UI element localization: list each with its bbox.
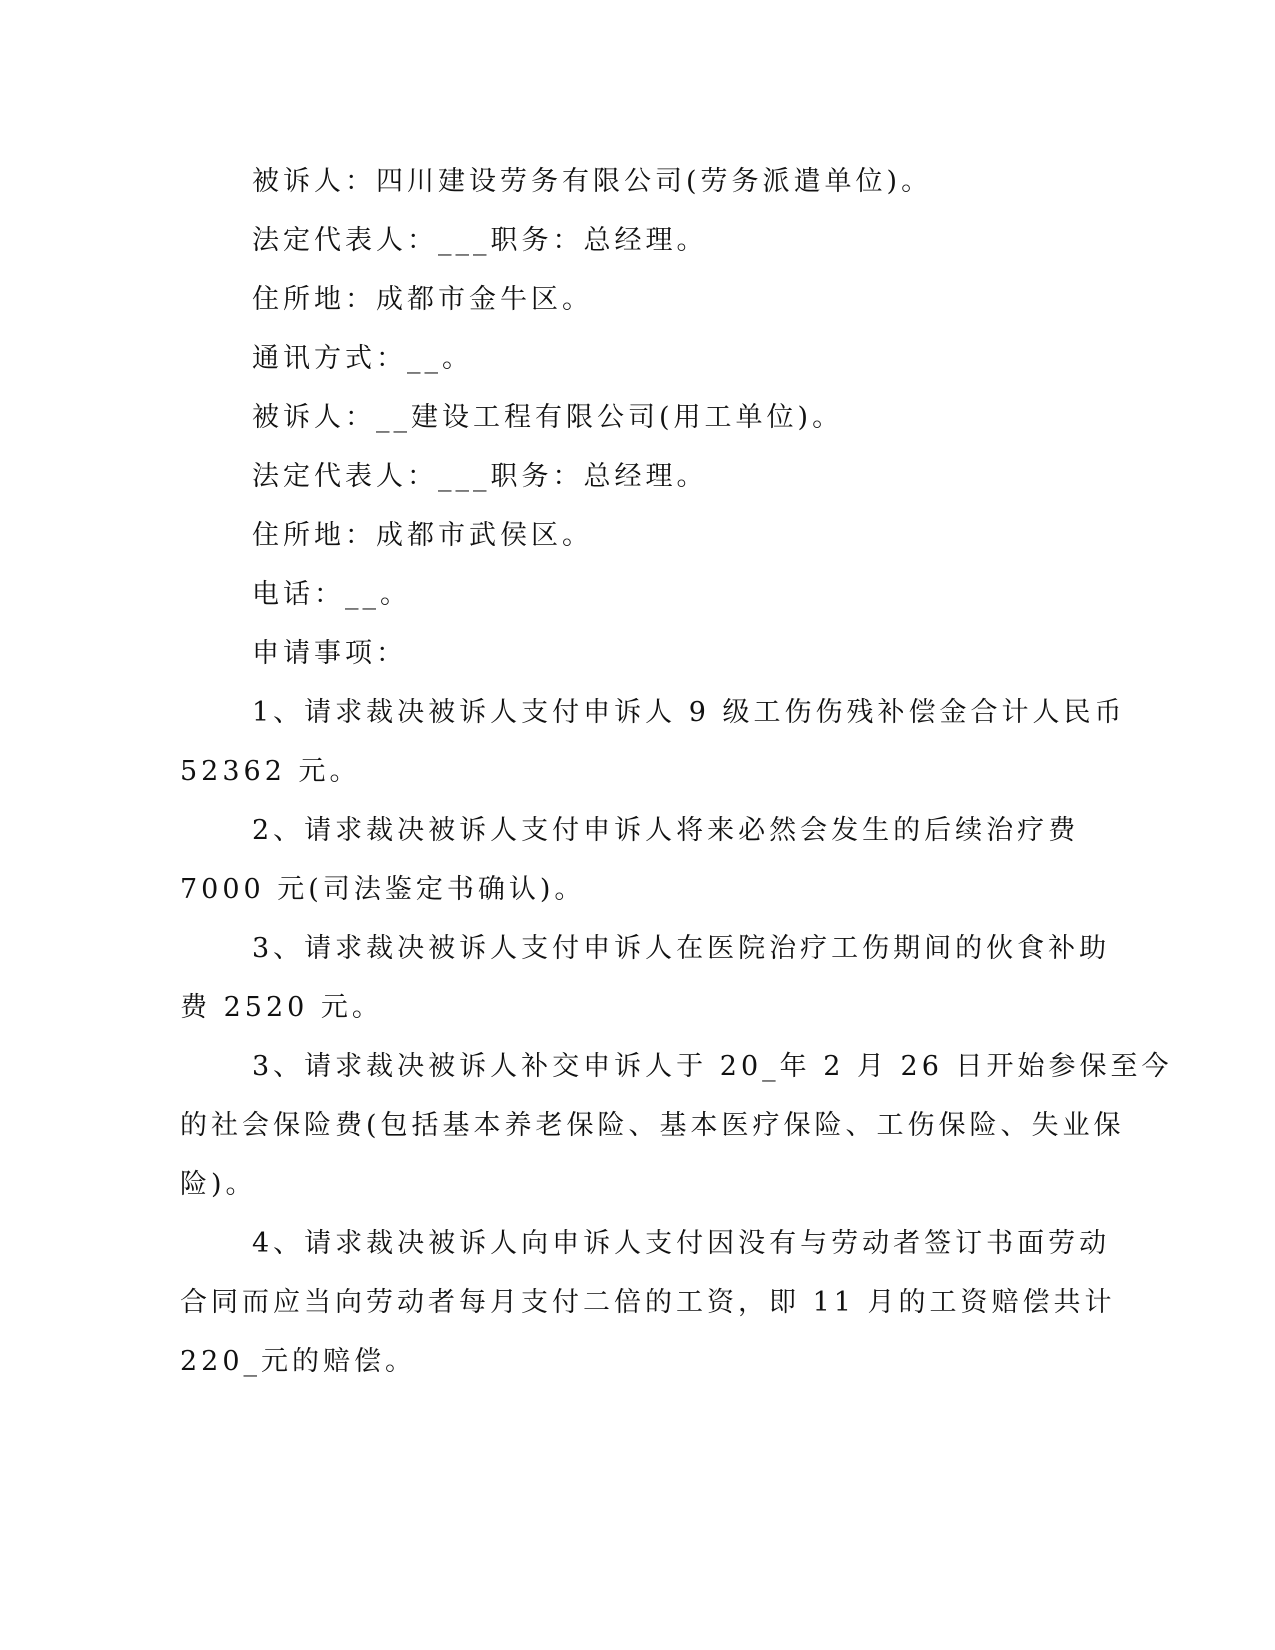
respondent-2-phone-line: 电话：__。	[252, 579, 411, 610]
respondent-1-address-line: 住所地：成都市金牛区。	[252, 284, 593, 315]
claim-3b-line-1: 3、请求裁决被诉人补交申诉人于 20_年 2 月 26 日开始参保至今	[252, 1051, 1173, 1082]
respondent-2-legal-rep-line: 法定代表人：___职务：总经理。	[252, 461, 708, 492]
respondent-1-contact-line: 通讯方式：__。	[252, 343, 473, 374]
respondent-1-line: 被诉人：四川建设劳务有限公司(劳务派遣单位)。	[252, 166, 933, 197]
claim-3b-line-3: 险)。	[180, 1169, 257, 1200]
claim-3a-line-1: 3、请求裁决被诉人支付申诉人在医院治疗工伤期间的伙食补助	[252, 933, 1111, 964]
claim-4-line-3: 220_元的赔偿。	[180, 1346, 417, 1377]
claim-4-line-1: 4、请求裁决被诉人向申诉人支付因没有与劳动者签订书面劳动	[252, 1228, 1111, 1259]
claim-2-line-1: 2、请求裁决被诉人支付申诉人将来必然会发生的后续治疗费	[252, 815, 1080, 846]
claim-1-line-1: 1、请求裁决被诉人支付申诉人 9 级工伤伤残补偿金合计人民币	[252, 697, 1126, 728]
claim-4-line-2: 合同而应当向劳动者每月支付二倍的工资，即 11 月的工资赔偿共计	[180, 1287, 1116, 1318]
claim-3b-line-2: 的社会保险费(包括基本养老保险、基本医疗保险、工伤保险、失业保	[180, 1110, 1125, 1141]
respondent-1-legal-rep-line: 法定代表人：___职务：总经理。	[252, 225, 708, 256]
claim-2-line-2: 7000 元(司法鉴定书确认)。	[180, 874, 586, 905]
respondent-2-line: 被诉人：__建设工程有限公司(用工单位)。	[252, 402, 844, 433]
document-body	[180, 152, 1173, 1391]
claim-3a-line-2: 费 2520 元。	[180, 992, 383, 1023]
respondent-2-address-line: 住所地：成都市武侯区。	[252, 520, 593, 551]
claim-1-line-2: 52362 元。	[180, 756, 361, 787]
claims-heading: 申请事项：	[252, 638, 407, 669]
